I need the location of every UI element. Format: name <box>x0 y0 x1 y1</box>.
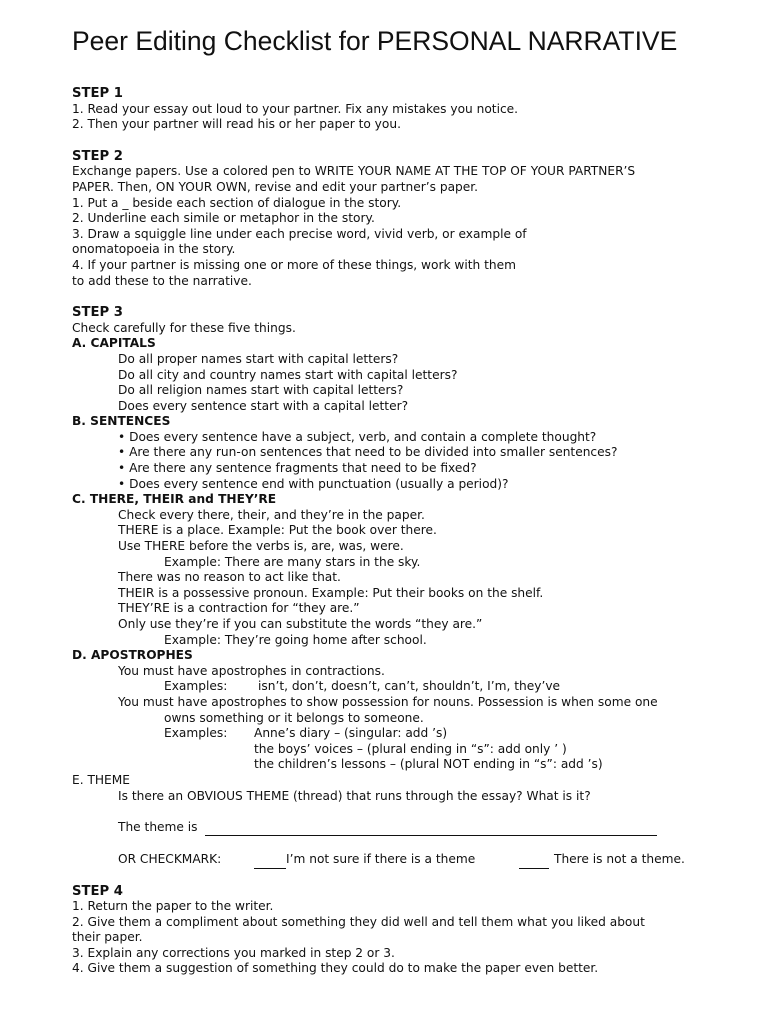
step2-line: Exchange papers. Use a colored pen to WRITE YOUR NAME AT THE TOP OF YOUR PARTNER’S <box>72 164 636 179</box>
theme-blank-line[interactable] <box>205 820 657 837</box>
step4-line: their paper. <box>72 930 143 945</box>
examples-label: Examples: <box>164 679 228 694</box>
checkmark-option-none[interactable] <box>519 852 685 869</box>
theme-label: The theme is <box>118 819 198 834</box>
step4-line: 2. Give them a compliment about something they did well and tell them what you liked about <box>72 914 645 929</box>
step1-heading: STEP 1 <box>72 86 123 101</box>
checkmark-label: OR CHECKMARK: <box>118 851 222 866</box>
capitals-heading: A. CAPITALS <box>72 336 156 351</box>
step1-line: 2. Then your partner will read his or her paper to you. <box>72 117 401 132</box>
there-line: Use THERE before the verbs is, are, was, were. <box>118 539 404 554</box>
step2-line: 1. Put a _ beside each section of dialogue in the story. <box>72 195 402 210</box>
sentences-line: • Does every sentence end with punctuation (usually a period)? <box>118 476 509 491</box>
capitals-line: Does every sentence start with a capital letter? <box>118 398 409 413</box>
checkmark-option-unsure[interactable] <box>254 852 475 869</box>
sentences-heading: B. SENTENCES <box>72 414 171 429</box>
step2-line: onomatopoeia in the story. <box>72 242 236 257</box>
there-heading: C. THERE, THEIR and THEY’RE <box>72 492 277 507</box>
theme-question: Is there an OBVIOUS THEME (thread) that runs through the essay? What is it? <box>118 788 591 803</box>
step4-line: 1. Return the paper to the writer. <box>72 899 274 914</box>
examples-label: Examples: <box>164 726 228 741</box>
examples-text: Anne’s diary – (singular: add ’s) <box>254 726 448 741</box>
page-title: Peer Editing Checklist for PERSONAL NARRATIVE <box>72 26 678 56</box>
step4-line: 4. Give them a suggestion of something they could do to make the paper even better. <box>72 961 599 976</box>
step2-line: PAPER. Then, ON YOUR OWN, revise and edit your partner’s paper. <box>72 179 479 194</box>
option-label: I’m not sure if there is a theme <box>286 851 476 866</box>
there-line: There was no reason to act like that. <box>118 570 341 585</box>
theme-heading: E. THEME <box>72 772 130 787</box>
checklist-body <box>72 86 712 977</box>
there-line: Check every there, their, and they’re in the paper. <box>118 507 425 522</box>
there-line: THEIR is a possessive pronoun. Example: Put their books on the shelf. <box>118 585 544 600</box>
sentences-line: • Are there any sentence fragments that need to be fixed? <box>118 461 477 476</box>
examples-text: the children’s lessons – (plural NOT ending in “s”: add ’s) <box>254 757 603 772</box>
theme-row <box>72 820 712 837</box>
there-line: THERE is a place. Example: Put the book over there. <box>118 523 437 538</box>
there-example: Example: There are many stars in the sky. <box>164 554 421 569</box>
capitals-line: Do all city and country names start with capital letters? <box>118 367 458 382</box>
sentences-line: • Are there any run-on sentences that need to be divided into smaller sentences? <box>118 445 618 460</box>
sentences-line: • Does every sentence have a subject, verb, and contain a complete thought? <box>118 429 597 444</box>
step4-line: 3. Explain any corrections you marked in step 2 or 3. <box>72 945 395 960</box>
option-label: There is not a theme. <box>554 851 685 866</box>
apostrophes-example-row <box>72 679 712 695</box>
there-line: THEY’RE is a contraction for “they are.” <box>118 601 360 616</box>
examples-text: isn’t, don’t, doesn’t, can’t, shouldn’t, I’m, they’ve <box>258 679 561 694</box>
step2-line: 4. If your partner is missing one or more of these things, work with them <box>72 257 517 272</box>
examples-text: the boys’ voices – (plural ending in “s”: add only ’ ) <box>254 741 567 756</box>
apostrophes-example-row <box>72 742 712 758</box>
checkbox-blank[interactable] <box>254 852 286 869</box>
there-example: Example: They’re going home after school. <box>164 632 427 647</box>
capitals-line: Do all religion names start with capital letters? <box>118 383 404 398</box>
apostrophes-line: You must have apostrophes to show possession for nouns. Possession is when some one <box>118 694 658 709</box>
step2-line: 2. Underline each simile or metaphor in the story. <box>72 211 375 226</box>
there-line: Only use they’re if you can substitute the words “they are.” <box>118 617 483 631</box>
step3-intro: Check carefully for these five things. <box>72 320 296 335</box>
step2-line: 3. Draw a squiggle line under each precise word, vivid verb, or example of <box>72 226 527 241</box>
step2-heading: STEP 2 <box>72 148 123 164</box>
step3-heading: STEP 3 <box>72 305 123 321</box>
capitals-line: Do all proper names start with capital letters? <box>118 351 399 366</box>
step1-line: 1. Read your essay out loud to your partner. Fix any mistakes you notice. <box>72 101 519 116</box>
apostrophes-example-row <box>72 726 712 742</box>
apostrophes-example-row <box>72 757 712 773</box>
step2-line: to add these to the narrative. <box>72 273 252 288</box>
step4-heading: STEP 4 <box>72 883 123 899</box>
apostrophes-heading: D. APOSTROPHES <box>72 648 193 663</box>
checkmark-row <box>72 852 712 868</box>
apostrophes-line: You must have apostrophes in contractions. <box>118 663 385 678</box>
apostrophes-line: owns something or it belongs to someone. <box>164 710 424 725</box>
checkbox-blank[interactable] <box>519 852 549 869</box>
